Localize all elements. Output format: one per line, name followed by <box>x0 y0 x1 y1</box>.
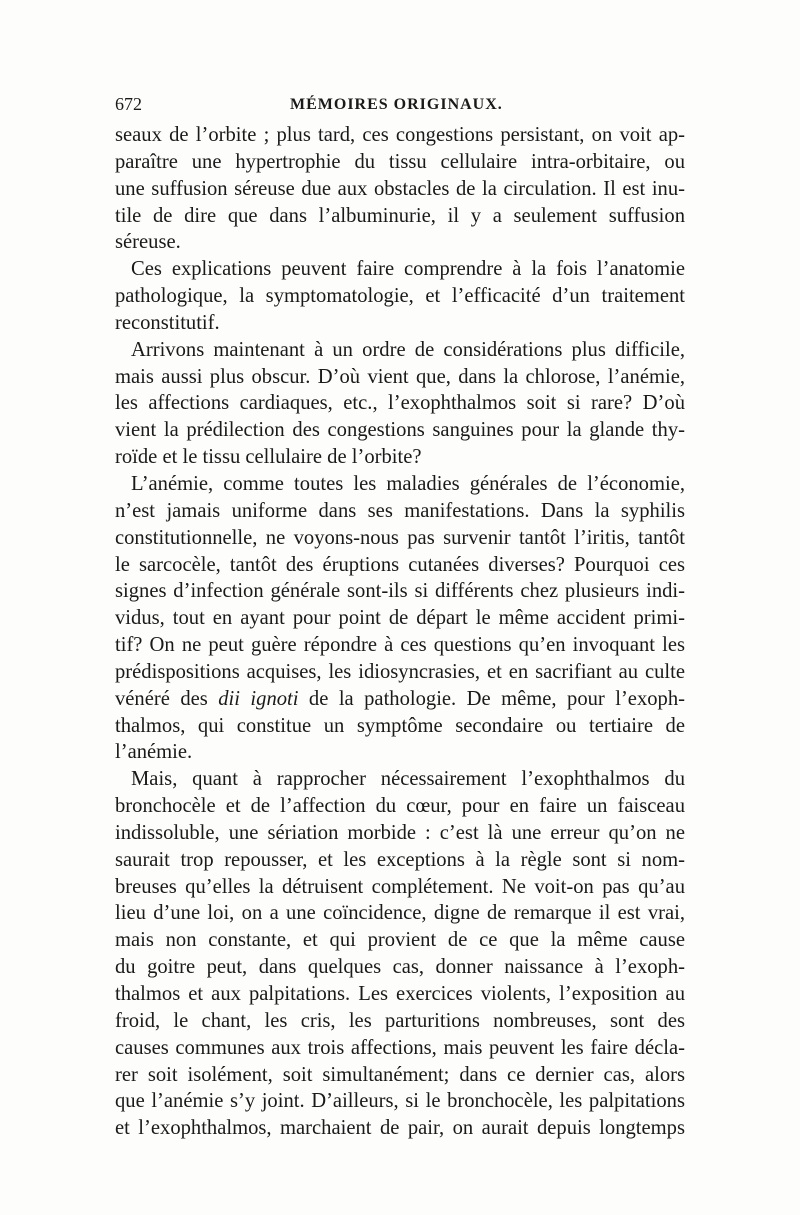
text-line: bronchocèle et de l’affection du cœur, pour en faire un faisceau <box>115 795 685 818</box>
text-line: saurait trop repousser, et les exceptions à la règle sont si nom- <box>115 848 685 871</box>
text-line: seaux de l’orbite ; plus tard, ces congestions persistant, on voit ap- <box>115 124 685 146</box>
text-line: les affections cardiaques, etc., l’exophthalmos soit si rare? D’où <box>115 392 685 415</box>
text-line: L’anémie, comme toutes les maladies générales de l’économie, <box>131 472 685 495</box>
text-line: constitutionnelle, ne voyons-nous pas survenir tantôt l’iritis, tantôt <box>115 526 685 549</box>
text-line: du goitre peut, dans quelques cas, donner naissance à l’exoph- <box>115 956 685 979</box>
text-line: signes d’infection générale sont-ils si différents chez plusieurs indi- <box>115 580 685 603</box>
page-number: 672 <box>115 94 142 114</box>
text-line: thalmos, qui constitue un symptôme secondaire ou tertiaire de <box>115 714 685 737</box>
text-line: indissoluble, une sériation morbide : c’est là une erreur qu’on ne <box>115 821 685 844</box>
text-line: que l’anémie s’y joint. D’ailleurs, si le bronchocèle, les palpitations <box>115 1090 685 1113</box>
running-head: MÉMOIRES ORIGINAUX. <box>290 96 503 113</box>
text-line: causes communes aux trois affections, mais peuvent les faire décla- <box>115 1036 685 1059</box>
text-line: et l’exophthalmos, marchaient de pair, on aurait depuis longtemps <box>115 1117 685 1140</box>
text-line: vidus, tout en ayant pour point de départ le même accident primi- <box>115 607 685 630</box>
text-line: roïde et le tissu cellulaire de l’orbite? <box>115 446 422 469</box>
body-text <box>115 122 685 1142</box>
text-line: Ces explications peuvent faire comprendre à la fois l’anatomie <box>131 258 685 281</box>
text-line: Mais, quant à rapprocher nécessairement l’exophthalmos du <box>131 768 685 791</box>
text-line: prédispositions acquises, les idiosyncrasies, et en sacrifiant au culte <box>115 660 685 683</box>
text-line: Arrivons maintenant à un ordre de considérations plus difficile, <box>131 338 685 361</box>
text-line: mais aussi plus obscur. D’où vient que, dans la chlorose, l’anémie, <box>115 365 685 388</box>
text-line: l’anémie. <box>115 741 193 764</box>
text-line: tif? On ne peut guère répondre à ces questions qu’en invoquant les <box>115 634 685 657</box>
text-line: froid, le chant, les cris, les parturitions nombreuses, sont des <box>115 1009 685 1032</box>
text-segment: de la pathologie. De même, pour l’exoph- <box>298 687 685 710</box>
text-line: breuses qu’elles la détruisent complétement. Ne voit-on pas qu’au <box>115 875 685 898</box>
italic-phrase: dii ignoti <box>218 687 299 710</box>
text-line: le sarcocèle, tantôt des éruptions cutanées diverses? Pourquoi ces <box>115 553 685 576</box>
text-line: rer soit isolément, soit simultanément; dans ce dernier cas, alors <box>115 1063 685 1086</box>
text-line: mais non constante, et qui provient de ce que la même cause <box>115 929 685 952</box>
text-line: n’est jamais uniforme dans ses manifestations. Dans la syphilis <box>115 499 685 522</box>
text-line: paraître une hypertrophie du tissu cellulaire intra-orbitaire, ou <box>115 150 685 173</box>
text-line: pathologique, la symptomatologie, et l’efficacité d’un traitement <box>115 285 685 308</box>
text-line: tile de dire que dans l’albuminurie, il y a seulement suffusion <box>115 204 685 227</box>
text-line: séreuse. <box>115 231 181 254</box>
text-segment: vénéré des <box>115 687 219 710</box>
text-line: vient la prédilection des congestions sanguines pour la glande thy- <box>115 419 685 442</box>
page-header <box>115 94 685 118</box>
text-line: lieu d’une loi, on a une coïncidence, digne de remarque il est vrai, <box>115 902 685 925</box>
text-line: une suffusion séreuse due aux obstacles de la circulation. Il est inu- <box>115 177 685 200</box>
text-line: thalmos et aux palpitations. Les exercices violents, l’exposition au <box>115 983 685 1005</box>
text-line: reconstitutif. <box>115 311 220 334</box>
text-line-with-italic <box>115 686 685 713</box>
